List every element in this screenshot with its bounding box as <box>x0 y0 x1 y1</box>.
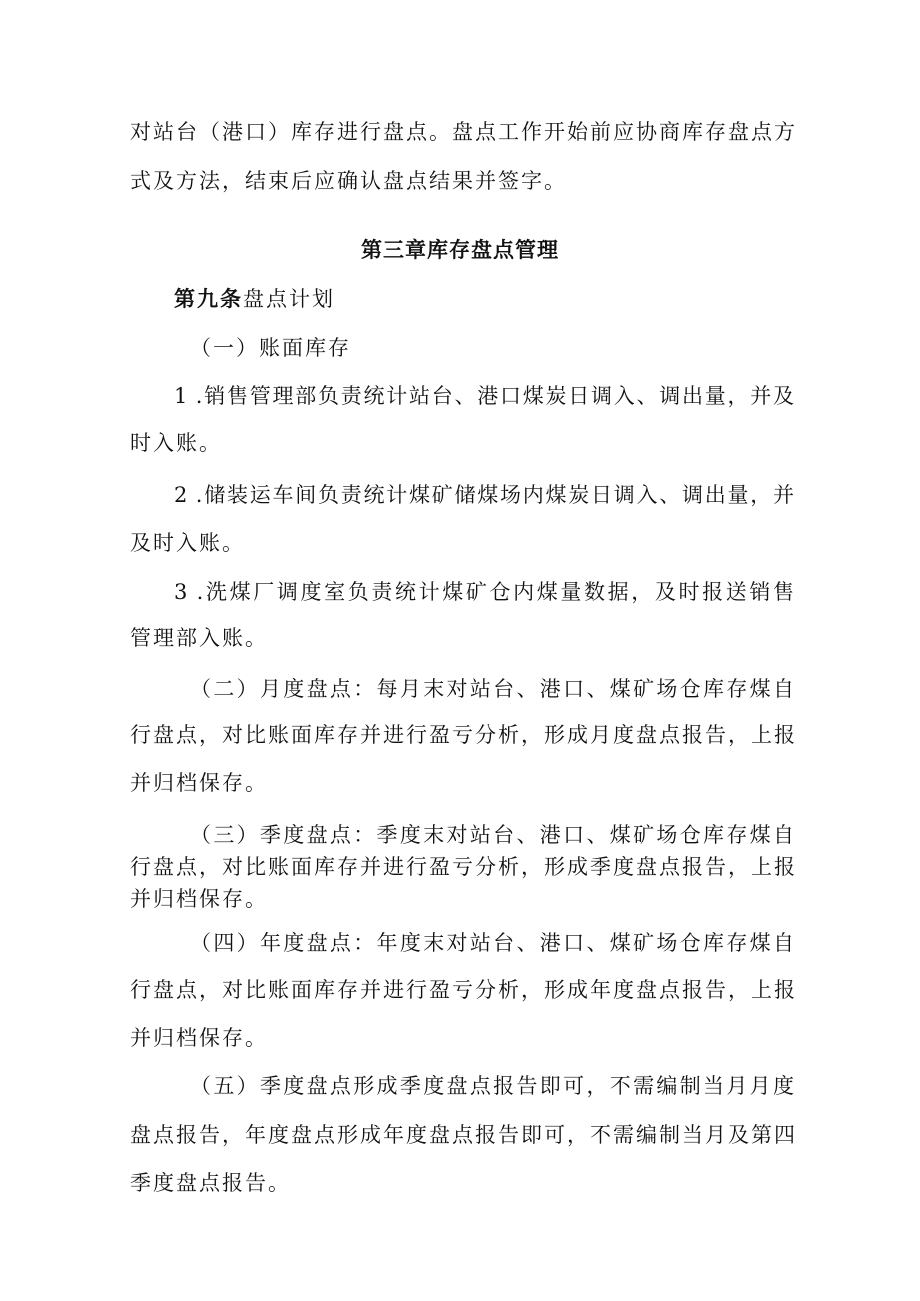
intro-line-2: 式及方法，结束后应确认盘点结果并签字。 <box>130 169 567 193</box>
section-1-heading: （一）账面库存 <box>190 336 351 360</box>
section-3-line-3: 并归档保存。 <box>130 887 268 911</box>
section-4-line-3: 并归档保存。 <box>130 1026 268 1050</box>
section-1-item-3-line-1: 3 .洗煤厂调度室负责统计煤矿仓内煤量数据，及时报送销售 <box>174 580 794 604</box>
section-2-line-1: （二）月度盘点：每月末对站台、港口、煤矿场仓库存煤自 <box>190 677 794 701</box>
chapter-title: 第三章库存盘点管理 <box>361 237 559 262</box>
section-2-line-3: 并归档保存。 <box>130 771 268 795</box>
section-1-item-2-line-2: 及时入账。 <box>130 531 245 555</box>
section-1-item-1-line-1: 1 .销售管理部负责统计站台、港口煤炭日调入、调出量，并及 <box>174 384 794 408</box>
intro-line-1: 对站台（港口）库存进行盘点。盘点工作开始前应协商库存盘点方 <box>130 120 795 144</box>
section-4-line-1: （四）年度盘点：年度末对站台、港口、煤矿场仓库存煤自 <box>190 931 794 955</box>
section-1-item-1-line-2: 时入账。 <box>130 431 222 455</box>
section-5-line-2: 盘点报告，年度盘点形成年度盘点报告即可，不需编制当月及第四 <box>130 1123 795 1147</box>
section-1-item-2-line-1: 2 .储装运车间负责统计煤矿储煤场内煤炭日调入、调出量，并 <box>174 483 794 507</box>
section-4-line-2: 行盘点，对比账面库存并进行盈亏分析，形成年度盘点报告，上报 <box>130 978 795 1002</box>
section-1-item-3-line-2: 管理部入账。 <box>130 626 268 650</box>
section-3-line-2: 行盘点，对比账面库存并进行盈亏分析，形成季度盘点报告，上报 <box>130 855 795 879</box>
section-2-line-2: 行盘点，对比账面库存并进行盈亏分析，形成月度盘点报告，上报 <box>130 723 795 747</box>
article-9-label: 第九条 <box>174 286 243 311</box>
section-3-line-1: （三）季度盘点：季度末对站台、港口、煤矿场仓库存煤自 <box>190 823 794 847</box>
section-5-line-3: 季度盘点报告。 <box>130 1171 291 1195</box>
article-9-heading <box>174 284 794 314</box>
article-9-title: 盘点计划 <box>243 287 335 311</box>
section-5-line-1: （五）季度盘点形成季度盘点报告即可，不需编制当月月度 <box>190 1074 794 1098</box>
